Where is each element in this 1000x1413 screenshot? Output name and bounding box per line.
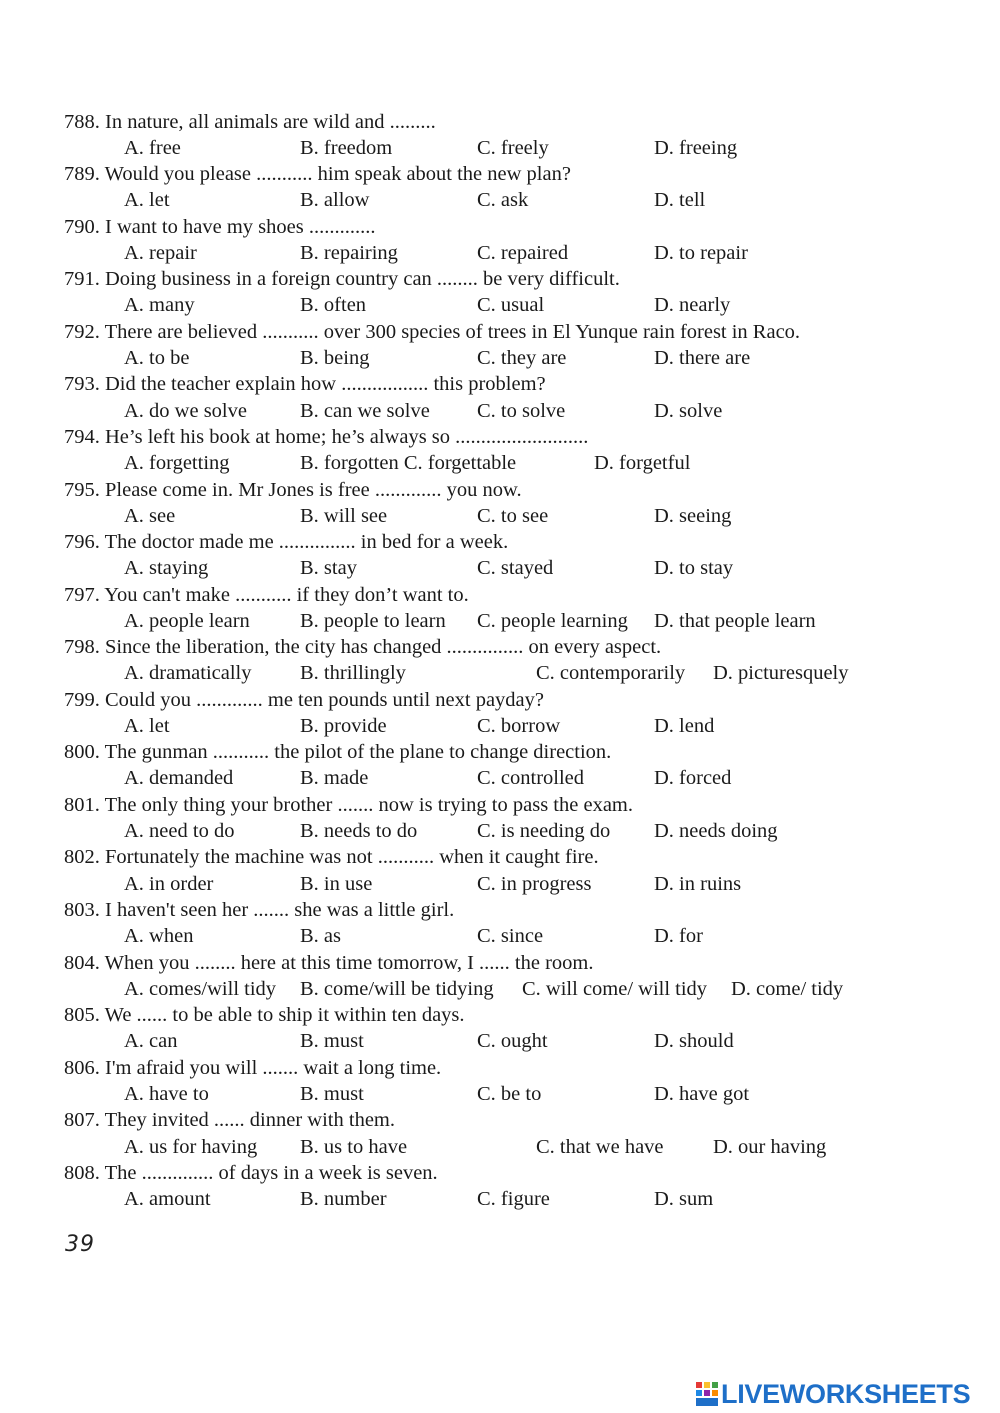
option-797-c: C. people learning (477, 610, 628, 632)
question-792: 792. There are believed ........... over 300 species of trees in El Yunque rain forest in Raco. (64, 321, 801, 343)
option-796-a: A. staying (124, 557, 209, 579)
option-802-a: A. in order (124, 873, 214, 895)
option-801-c: C. is needing do (477, 820, 611, 842)
option-797-d: D. that people learn (654, 610, 816, 632)
option-790-a: A. repair (124, 242, 197, 264)
question-790: 790. I want to have my shoes ............. (64, 216, 376, 238)
option-798-d: D. picturesquely (713, 662, 849, 684)
option-801-d: D. needs doing (654, 820, 778, 842)
option-808-c: C. figure (477, 1188, 550, 1210)
question-802: 802. Fortunately the machine was not ........... when it caught fire. (64, 846, 599, 868)
option-789-d: D. tell (654, 189, 706, 211)
option-803-b: B. as (300, 925, 341, 947)
option-807-d: D. our having (713, 1136, 827, 1158)
option-802-d: D. in ruins (654, 873, 742, 895)
option-791-c: C. usual (477, 294, 545, 316)
option-800-d: D. forced (654, 767, 732, 789)
question-791: 791. Doing business in a foreign country can ........ be very difficult. (64, 268, 620, 290)
option-803-d: D. for (654, 925, 703, 947)
option-802-b: B. in use (300, 873, 373, 895)
option-793-a: A. do we solve (124, 400, 247, 422)
question-808: 808. The .............. of days in a week is seven. (64, 1162, 438, 1184)
option-808-b: B. number (300, 1188, 387, 1210)
question-788: 788. In nature, all animals are wild and ......... (64, 111, 436, 133)
option-800-b: B. made (300, 767, 369, 789)
option-789-a: A. let (124, 189, 170, 211)
option-789-b: B. allow (300, 189, 370, 211)
brand-name: LIVEWORKSHEETS (721, 1378, 971, 1409)
question-793: 793. Did the teacher explain how ................. this problem? (64, 373, 546, 395)
option-791-a: A. many (124, 294, 195, 316)
footer-brand[interactable] (696, 1378, 970, 1410)
option-788-b: B. freedom (300, 137, 393, 159)
option-798-c: C. contemporarily (536, 662, 686, 684)
question-800: 800. The gunman ........... the pilot of the plane to change direction. (64, 741, 612, 763)
option-797-a: A. people learn (124, 610, 250, 632)
option-794-d: D. forgetful (594, 452, 691, 474)
option-796-c: C. stayed (477, 557, 554, 579)
option-793-c: C. to solve (477, 400, 566, 422)
option-793-b: B. can we solve (300, 400, 430, 422)
question-806: 806. I'm afraid you will ....... wait a long time. (64, 1057, 442, 1079)
option-798-b: B. thrillingly (300, 662, 406, 684)
option-791-b: B. often (300, 294, 367, 316)
option-790-c: C. repaired (477, 242, 569, 264)
question-801: 801. The only thing your brother ....... now is trying to pass the exam. (64, 794, 633, 816)
option-799-d: D. lend (654, 715, 715, 737)
question-794: 794. He’s left his book at home; he’s always so .......................... (64, 426, 589, 448)
option-802-c: C. in progress (477, 873, 592, 895)
option-806-b: B. must (300, 1083, 364, 1105)
option-807-a: A. us for having (124, 1136, 258, 1158)
option-808-d: D. sum (654, 1188, 714, 1210)
option-792-b: B. being (300, 347, 370, 369)
option-800-a: A. demanded (124, 767, 234, 789)
option-792-a: A. to be (124, 347, 190, 369)
option-788-a: A. free (124, 137, 181, 159)
page-number: 39 (65, 1232, 95, 1257)
option-801-a: A. need to do (124, 820, 235, 842)
option-804-c: C. will come/ will tidy (522, 978, 708, 1000)
option-792-d: D. there are (654, 347, 751, 369)
option-803-c: C. since (477, 925, 544, 947)
option-805-a: A. can (124, 1030, 178, 1052)
question-796: 796. The doctor made me ............... in bed for a week. (64, 531, 509, 553)
option-795-c: C. to see (477, 505, 549, 527)
option-796-d: D. to stay (654, 557, 734, 579)
question-803: 803. I haven't seen her ....... she was a little girl. (64, 899, 455, 921)
question-798: 798. Since the liberation, the city has changed ............... on every aspect. (64, 636, 662, 658)
option-806-a: A. have to (124, 1083, 209, 1105)
option-807-c: C. that we have (536, 1136, 664, 1158)
option-806-c: C. be to (477, 1083, 542, 1105)
option-801-b: B. needs to do (300, 820, 418, 842)
option-798-a: A. dramatically (124, 662, 252, 684)
question-797: 797. You can't make ........... if they don’t want to. (64, 584, 469, 606)
option-788-c: C. freely (477, 137, 549, 159)
question-795: 795. Please come in. Mr Jones is free ............. you now. (64, 479, 522, 501)
option-807-b: B. us to have (300, 1136, 408, 1158)
question-805: 805. We ...... to be able to ship it within ten days. (64, 1004, 465, 1026)
option-804-a: A. comes/will tidy (124, 978, 277, 1000)
option-803-a: A. when (124, 925, 194, 947)
option-793-d: D. solve (654, 400, 723, 422)
option-805-b: B. must (300, 1030, 364, 1052)
option-792-c: C. they are (477, 347, 567, 369)
option-795-d: D. seeing (654, 505, 732, 527)
option-791-d: D. nearly (654, 294, 731, 316)
option-799-c: C. borrow (477, 715, 561, 737)
option-789-c: C. ask (477, 189, 529, 211)
option-794-bc: B. forgotten C. forgettable (300, 452, 517, 474)
option-805-d: D. should (654, 1030, 734, 1052)
option-805-c: C. ought (477, 1030, 548, 1052)
liveworksheets-logo-icon (696, 1382, 718, 1406)
option-799-b: B. provide (300, 715, 387, 737)
option-804-d: D. come/ tidy (731, 978, 844, 1000)
option-806-d: D. have got (654, 1083, 750, 1105)
option-808-a: A. amount (124, 1188, 211, 1210)
question-804: 804. When you ........ here at this time tomorrow, I ...... the room. (64, 952, 594, 974)
question-799: 799. Could you ............. me ten pounds until next payday? (64, 689, 544, 711)
option-797-b: B. people to learn (300, 610, 446, 632)
option-796-b: B. stay (300, 557, 357, 579)
option-795-b: B. will see (300, 505, 388, 527)
question-807: 807. They invited ...... dinner with them. (64, 1109, 395, 1131)
question-789: 789. Would you please ........... him speak about the new plan? (64, 163, 571, 185)
option-804-b: B. come/will be tidying (300, 978, 494, 1000)
option-799-a: A. let (124, 715, 170, 737)
option-800-c: C. controlled (477, 767, 585, 789)
option-794-a: A. forgetting (124, 452, 230, 474)
option-795-a: A. see (124, 505, 176, 527)
option-790-b: B. repairing (300, 242, 398, 264)
option-790-d: D. to repair (654, 242, 748, 264)
option-788-d: D. freeing (654, 137, 738, 159)
